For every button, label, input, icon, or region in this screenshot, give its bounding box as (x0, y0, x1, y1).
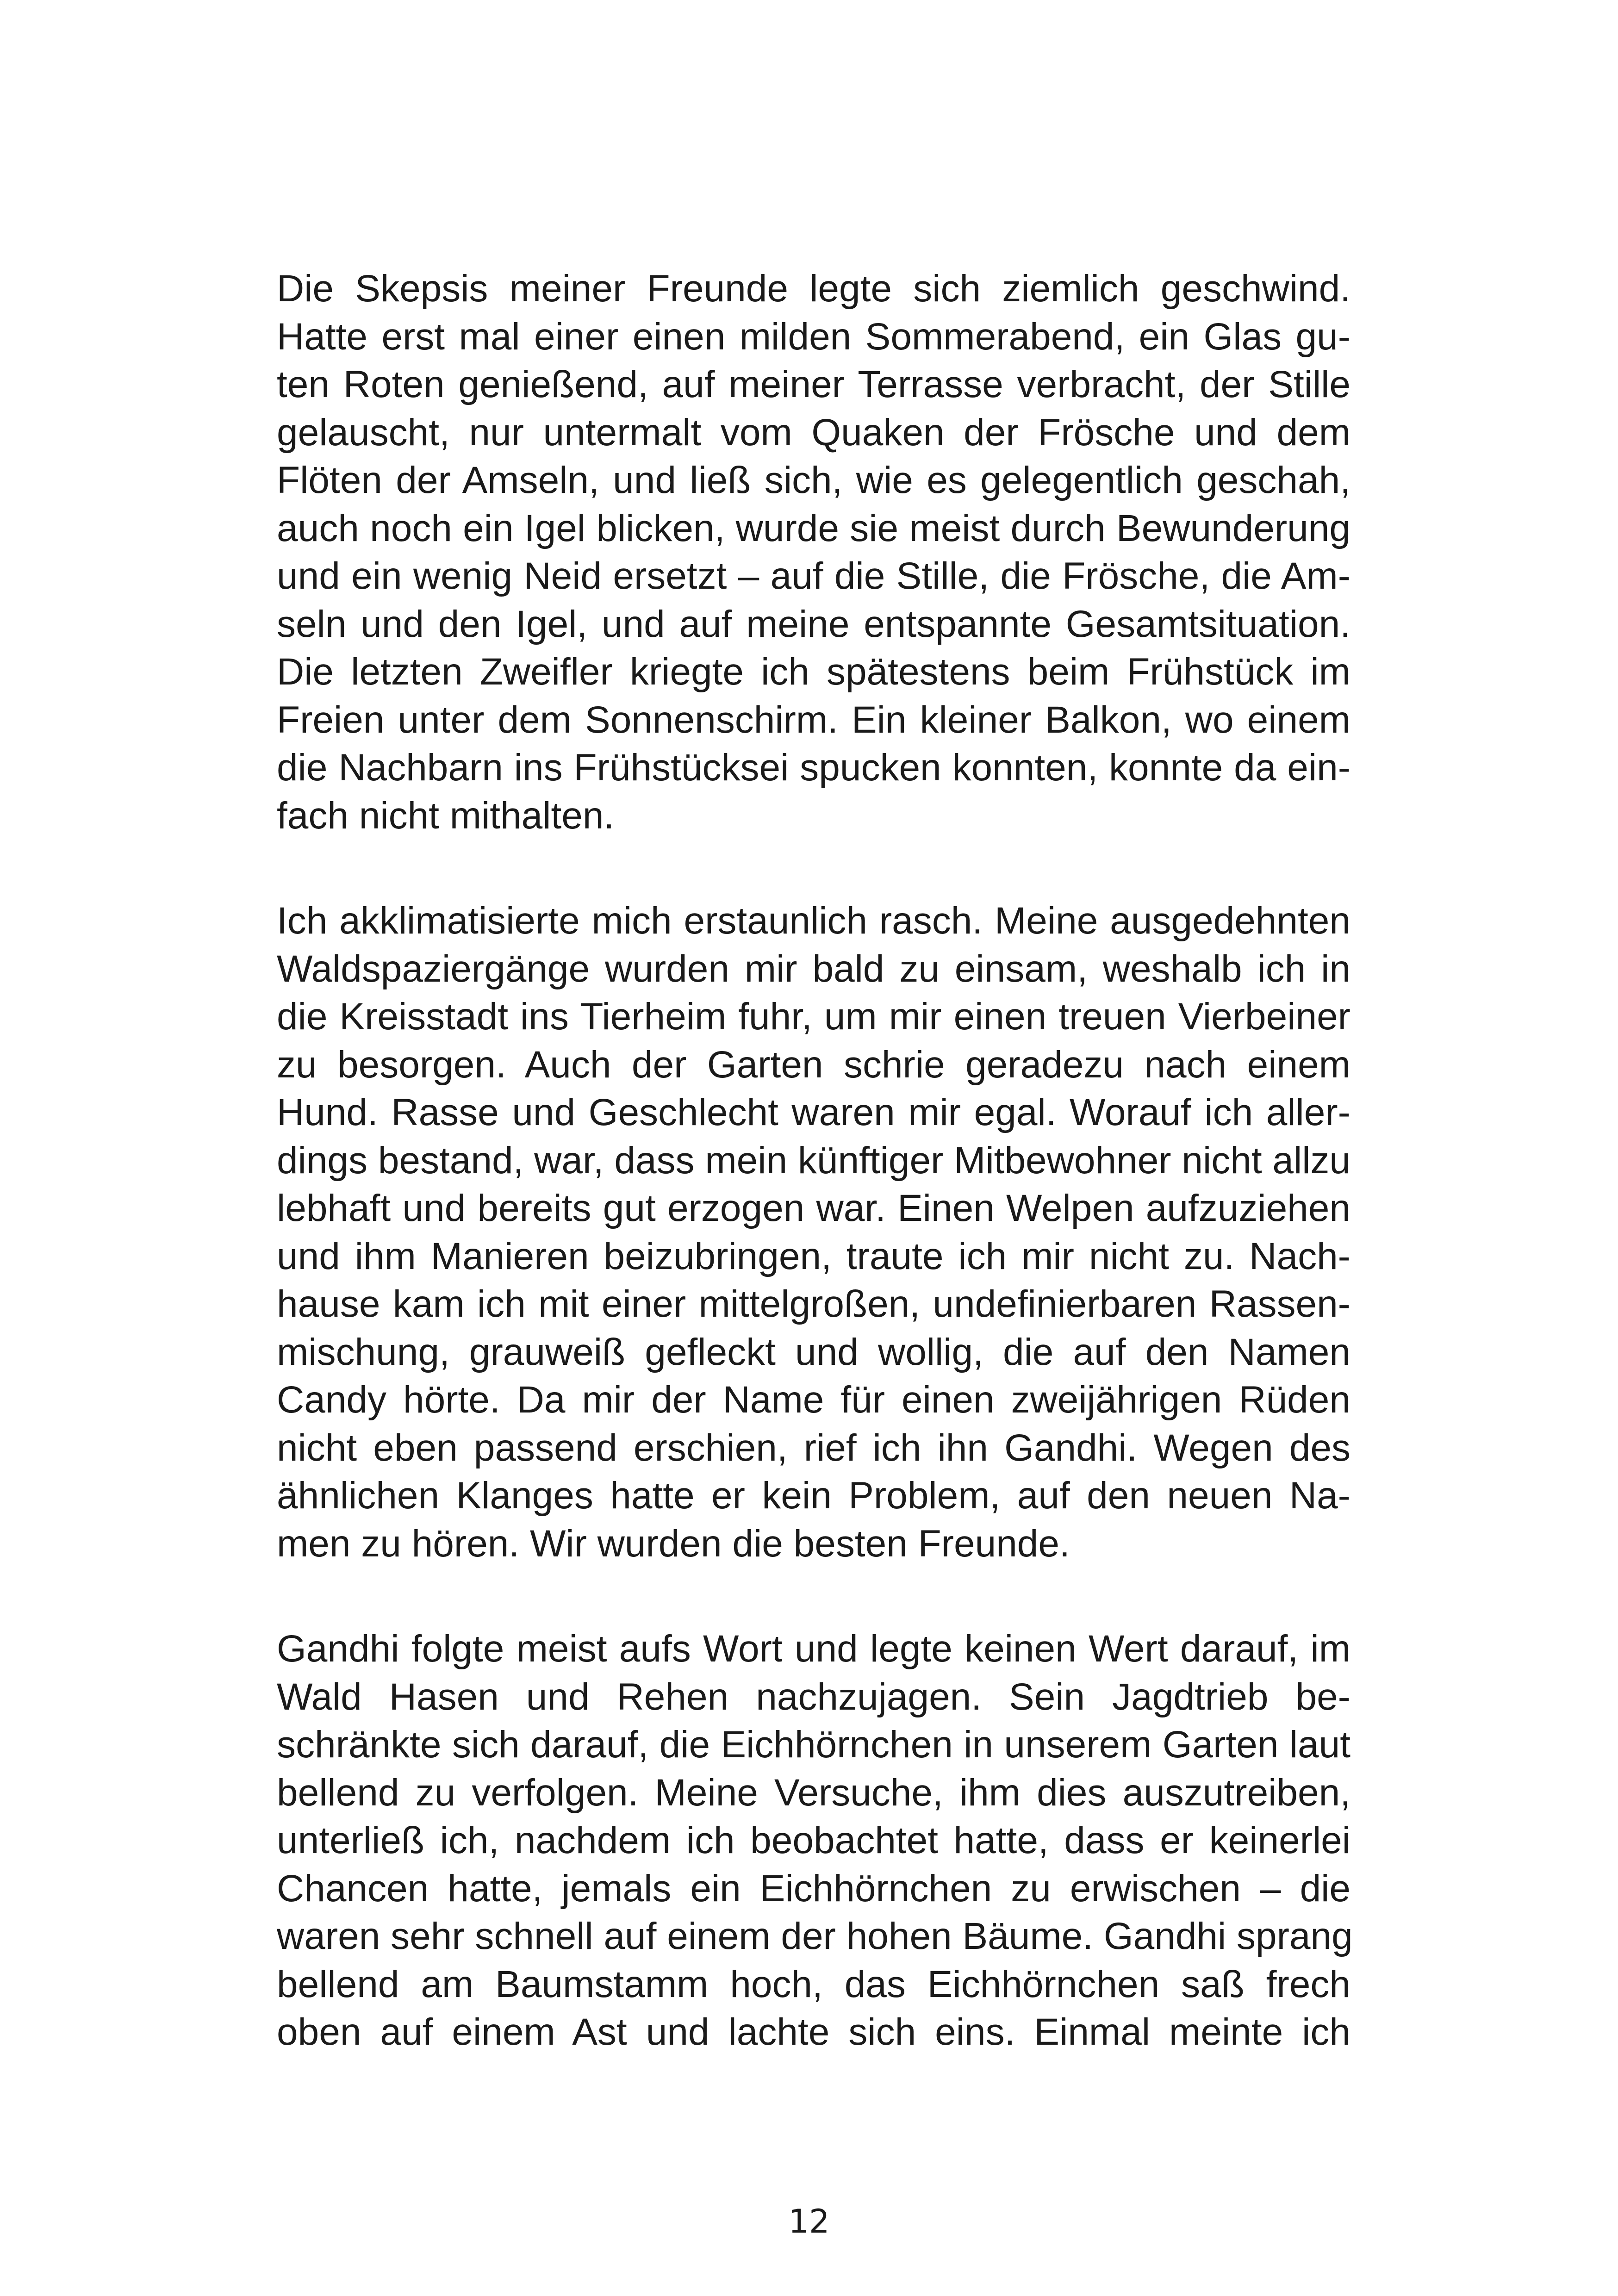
text-line: lebhaft und bereits gut erzogen war. Einen Welpen aufzuziehen (277, 1187, 1350, 1229)
text-line: ten Roten genießend, auf meiner Terrasse verbracht, der Stille (277, 363, 1350, 405)
text-line: nicht eben passend erschien, rief ich ihn Gandhi. Wegen des (277, 1426, 1350, 1469)
text-line: Hatte erst mal einer einen milden Sommerabend, ein Glas gu- (277, 315, 1350, 358)
text-line: mischung, grauweiß gefleckt und wollig, die auf den Namen (277, 1331, 1350, 1373)
text-line: auch noch ein Igel blicken, wurde sie meist durch Bewunderung (277, 507, 1350, 549)
text-line: Candy hörte. Da mir der Name für einen zweijährigen Rüden (277, 1379, 1350, 1421)
text-line: dings bestand, war, dass mein künftiger Mitbewohner nicht allzu (277, 1139, 1351, 1182)
text-line: zu besorgen. Auch der Garten schrie geradezu nach einem (277, 1043, 1350, 1086)
text-line: seln und den Igel, und auf meine entspannte Gesamtsituation. (277, 603, 1350, 645)
text-line: die Nachbarn ins Frühstücksei spucken konnten, konnte da ein- (277, 747, 1350, 789)
text-line: gelauscht, nur untermalt vom Quaken der Frösche und dem (277, 411, 1350, 454)
text-line: und ein wenig Neid ersetzt – auf die Stille, die Frösche, die Am- (277, 555, 1350, 597)
text-line: Freien unter dem Sonnenschirm. Ein kleiner Balkon, wo einem (277, 698, 1350, 741)
text-line: hause kam ich mit einer mittelgroßen, undefinierbaren Rassen- (277, 1283, 1350, 1325)
text-line: oben auf einem Ast und lachte sich eins. Einmal meinte ich (277, 2011, 1350, 2053)
paragraph (277, 265, 1350, 840)
text-line: Wald Hasen und Rehen nachzujagen. Sein Jagdtrieb be- (277, 1675, 1350, 1718)
paragraph (277, 1625, 1353, 2056)
text-line: Hund. Rasse und Geschlecht waren mir egal. Worauf ich aller- (277, 1091, 1350, 1133)
text-line: und ihm Manieren beizubringen, traute ich mir nicht zu. Nach- (277, 1235, 1350, 1277)
text-line: Gandhi folgte meist aufs Wort und legte keinen Wert darauf, im (277, 1628, 1350, 1670)
text-line: Chancen hatte, jemals ein Eichhörnchen zu erwischen – die (277, 1867, 1350, 1910)
text-line: ähnlichen Klanges hatte er kein Problem, auf den neuen Na- (277, 1475, 1350, 1517)
paragraph (277, 897, 1350, 1568)
page-number: 12 (788, 2203, 830, 2240)
text-line: Ich akklimatisierte mich erstaunlich rasch. Meine ausgedehnten (277, 900, 1350, 942)
text-line: fach nicht mithalten. (277, 794, 615, 837)
text-line: schränkte sich darauf, die Eichhörnchen in unserem Garten laut (277, 1724, 1350, 1766)
text-line: unterließ ich, nachdem ich beobachtet hatte, dass er keinerlei (277, 1819, 1350, 1861)
text-line: bellend am Baumstamm hoch, das Eichhörnchen saß frech (277, 1963, 1350, 2005)
text-line: Die letzten Zweifler kriegte ich spätestens beim Frühstück im (277, 651, 1350, 693)
text-line: bellend zu verfolgen. Meine Versuche, ihm dies auszutreiben, (277, 1771, 1350, 1814)
text-line: die Kreisstadt ins Tierheim fuhr, um mir einen treuen Vierbeiner (277, 996, 1350, 1038)
text-line: Waldspaziergänge wurden mir bald zu einsam, weshalb ich in (277, 947, 1350, 990)
text-line: Flöten der Amseln, und ließ sich, wie es gelegentlich geschah, (277, 459, 1350, 501)
text-line: waren sehr schnell auf einem der hohen Bäume. Gandhi sprang (277, 1915, 1353, 1957)
text-line: men zu hören. Wir wurden die besten Freunde. (277, 1522, 1070, 1565)
text-line: Die Skepsis meiner Freunde legte sich ziemlich geschwind. (277, 268, 1350, 310)
page-body (277, 265, 1353, 2114)
